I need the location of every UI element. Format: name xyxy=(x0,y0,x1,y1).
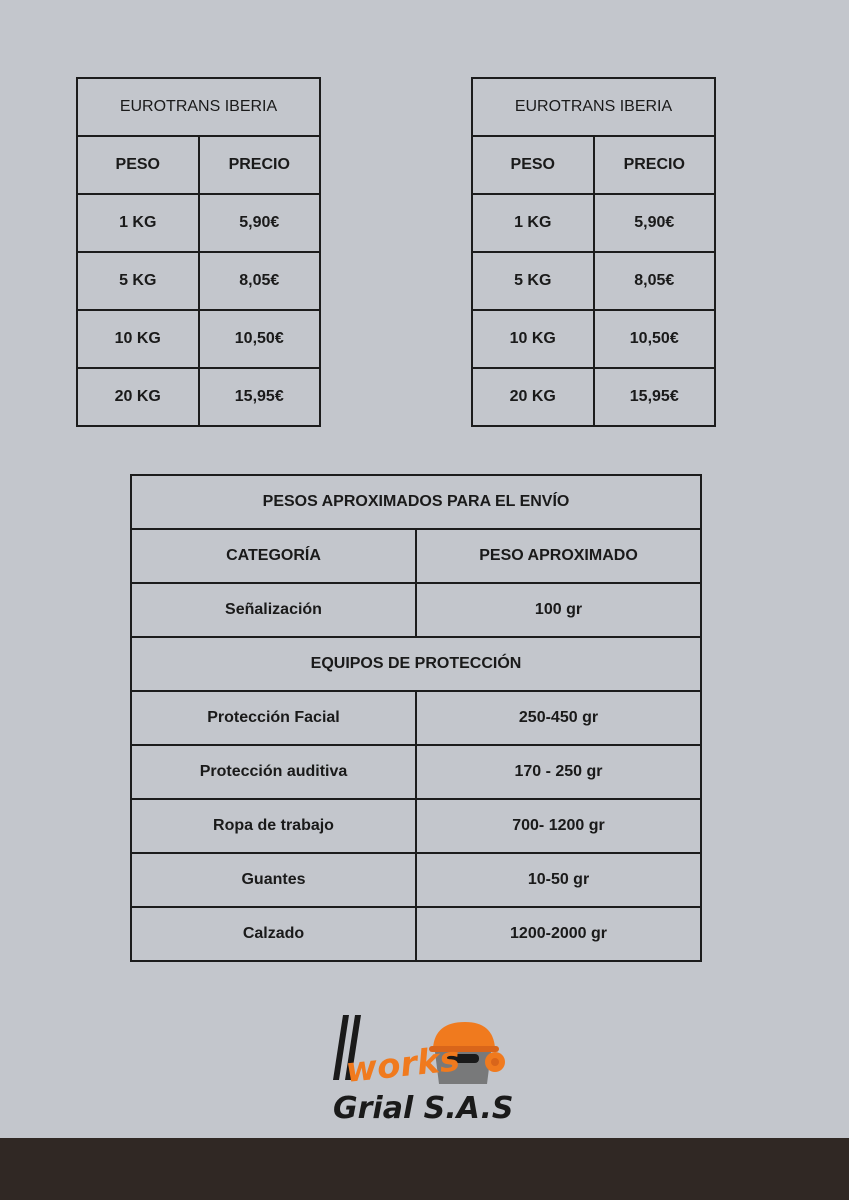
weight-cell: 700- 1200 gr xyxy=(416,799,701,853)
rate-table-title: EUROTRANS IBERIA xyxy=(77,78,320,136)
weight-cell: 10 KG xyxy=(77,310,199,368)
table-row xyxy=(131,907,701,961)
table-row xyxy=(131,799,701,853)
table-row xyxy=(77,252,320,310)
rate-table-left xyxy=(76,77,321,427)
price-cell: 5,90€ xyxy=(594,194,716,252)
table-row xyxy=(472,368,715,426)
category-cell: Protección Facial xyxy=(131,691,416,745)
weight-cell: 1200-2000 gr xyxy=(416,907,701,961)
table-row xyxy=(472,194,715,252)
weight-cell: 1 KG xyxy=(77,194,199,252)
column-header-categoria: CATEGORÍA xyxy=(131,529,416,583)
table-row xyxy=(77,368,320,426)
weight-cell: 20 KG xyxy=(472,368,594,426)
table-row xyxy=(131,583,701,637)
weights-table-title: PESOS APROXIMADOS PARA EL ENVÍO xyxy=(131,475,701,529)
weight-cell: 10 KG xyxy=(472,310,594,368)
price-cell: 10,50€ xyxy=(594,310,716,368)
table-row xyxy=(472,310,715,368)
price-cell: 8,05€ xyxy=(594,252,716,310)
price-cell: 10,50€ xyxy=(199,310,321,368)
weight-cell: 5 KG xyxy=(77,252,199,310)
column-header-peso: PESO xyxy=(472,136,594,194)
price-cell: 15,95€ xyxy=(199,368,321,426)
price-cell: 5,90€ xyxy=(199,194,321,252)
weight-cell: 170 - 250 gr xyxy=(416,745,701,799)
column-header-peso-aproximado: PESO APROXIMADO xyxy=(416,529,701,583)
company-logo xyxy=(325,1010,515,1130)
category-cell: Guantes xyxy=(131,853,416,907)
table-row xyxy=(77,194,320,252)
footer-bar xyxy=(0,1138,849,1200)
column-header-peso: PESO xyxy=(77,136,199,194)
weight-cell: 100 gr xyxy=(416,583,701,637)
rate-table-title: EUROTRANS IBERIA xyxy=(472,78,715,136)
column-header-precio: PRECIO xyxy=(594,136,716,194)
weight-cell: 1 KG xyxy=(472,194,594,252)
section-title: EQUIPOS DE PROTECCIÓN xyxy=(131,637,701,691)
column-header-precio: PRECIO xyxy=(199,136,321,194)
category-cell: Calzado xyxy=(131,907,416,961)
table-row xyxy=(472,252,715,310)
table-row xyxy=(131,691,701,745)
category-cell: Protección auditiva xyxy=(131,745,416,799)
weights-table xyxy=(130,474,702,962)
price-cell: 15,95€ xyxy=(594,368,716,426)
category-cell: Ropa de trabajo xyxy=(131,799,416,853)
logo-text-grial: Grial S.A.S xyxy=(333,1091,514,1126)
rate-table-right xyxy=(471,77,716,427)
table-row xyxy=(131,853,701,907)
table-row xyxy=(77,310,320,368)
table-row xyxy=(131,745,701,799)
weight-cell: 20 KG xyxy=(77,368,199,426)
weight-cell: 250-450 gr xyxy=(416,691,701,745)
weight-cell: 10-50 gr xyxy=(416,853,701,907)
weight-cell: 5 KG xyxy=(472,252,594,310)
price-cell: 8,05€ xyxy=(199,252,321,310)
category-cell: Señalización xyxy=(131,583,416,637)
logo-text-works: works xyxy=(343,1039,462,1091)
